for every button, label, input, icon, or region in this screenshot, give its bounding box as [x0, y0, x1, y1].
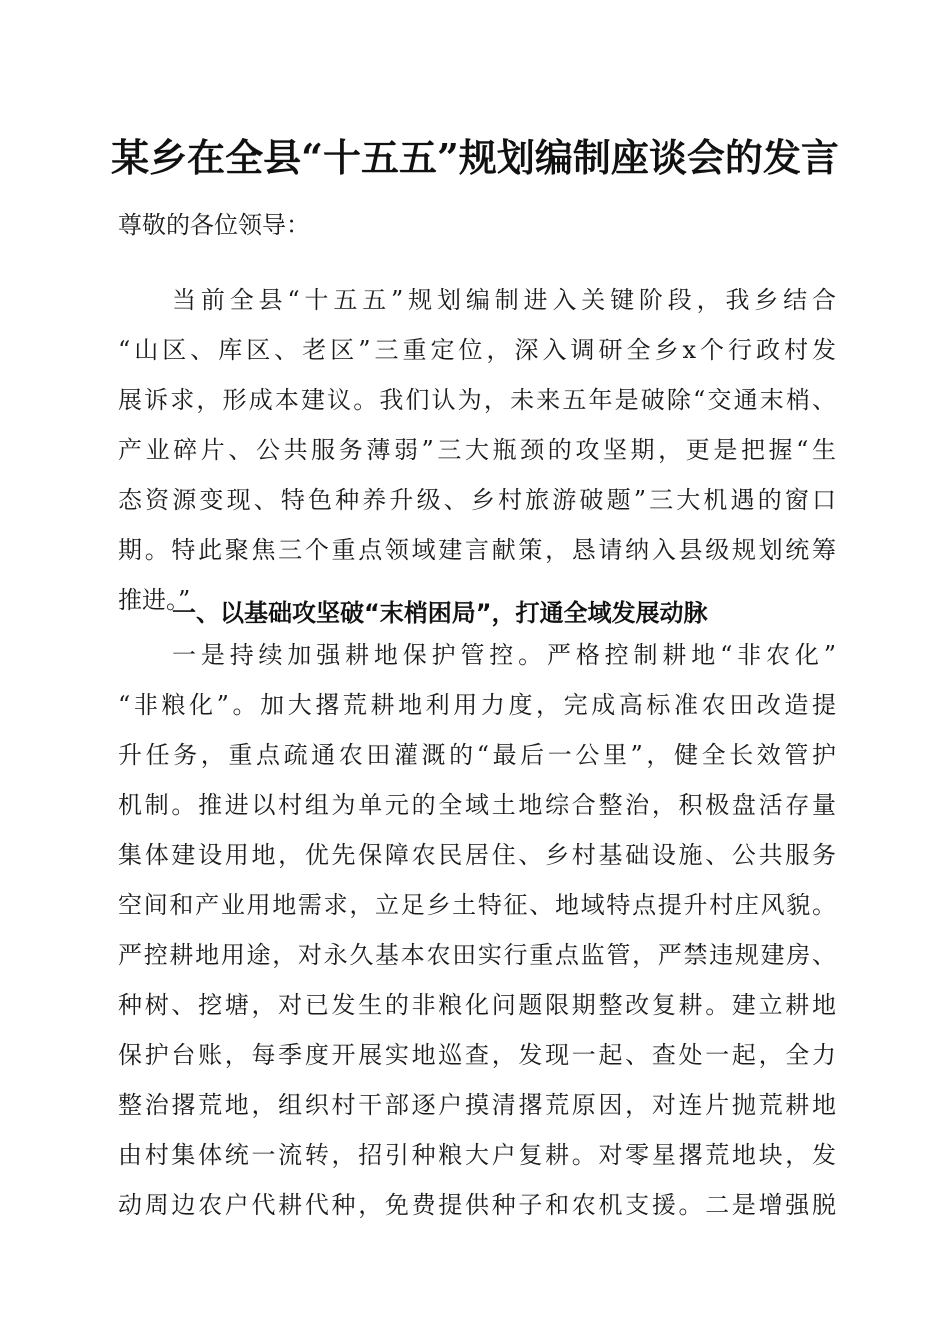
intro-line: 产业碎片、公共服务薄弱”三大瓶颈的攻坚期，更是把握“生: [118, 436, 836, 464]
main-line: 一是持续加强耕地保护管控。严格控制耕地“非农化”: [172, 641, 836, 669]
main-line: 保护台账，每季度开展实地巡查，发现一起、查处一起，全力: [118, 1041, 836, 1069]
intro-line: “山区、库区、老区”三重定位，深入调研全乡x个行政村发: [118, 336, 836, 364]
salutation-line: 尊敬的各位领导：: [118, 211, 310, 239]
document-title: 某乡在全县“十五五”规划编制座谈会的发言: [111, 135, 839, 180]
main-line: 机制。推进以村组为单元的全域土地综合整治，积极盘活存量: [118, 791, 836, 819]
main-line: 升任务，重点疏通农田灌溉的“最后一公里”，健全长效管护: [118, 741, 836, 769]
intro-line: 推进。”: [118, 586, 191, 614]
main-line: 由村集体统一流转，招引种粮大户复耕。对零星撂荒地块，发: [118, 1141, 836, 1169]
main-line: 种树、挖塘，对已发生的非粮化问题限期整改复耕。建立耕地: [118, 991, 836, 1019]
salutation: [118, 200, 836, 250]
main-line: “非粮化”。加大撂荒耕地利用力度，完成高标准农田改造提: [118, 691, 836, 719]
intro-line: 展诉求，形成本建议。我们认为，未来五年是破除“交通末梢、: [118, 386, 836, 414]
intro-line: 当前全县“十五五”规划编制进入关键阶段，我乡结合: [172, 286, 836, 314]
intro-line: 期。特此聚焦三个重点领域建言献策，恳请纳入县级规划统筹: [118, 536, 836, 564]
intro-line: 态资源变现、特色种养升级、乡村旅游破题”三大机遇的窗口: [118, 486, 836, 514]
main-line: 严控耕地用途，对永久基本农田实行重点监管，严禁违规建房、: [118, 941, 836, 969]
main-line: 集体建设用地，优先保障农民居住、乡村基础设施、公共服务: [118, 841, 836, 869]
section-heading-text: 一、以基础攻坚破“末梢困局”，打通全域发展动脉: [172, 599, 708, 627]
main-line: 整治撂荒地，组织村干部逐户摸清撂荒原因，对连片抛荒耕地: [118, 1091, 836, 1119]
main-line: 空间和产业用地需求，立足乡土特征、地域特点提升村庄风貌。: [118, 891, 836, 919]
intro-paragraph: [118, 275, 836, 625]
main-paragraph: [118, 630, 836, 1230]
main-line: 动周边农户代耕代种，免费提供种子和农机支援。二是增强脱: [118, 1191, 836, 1219]
